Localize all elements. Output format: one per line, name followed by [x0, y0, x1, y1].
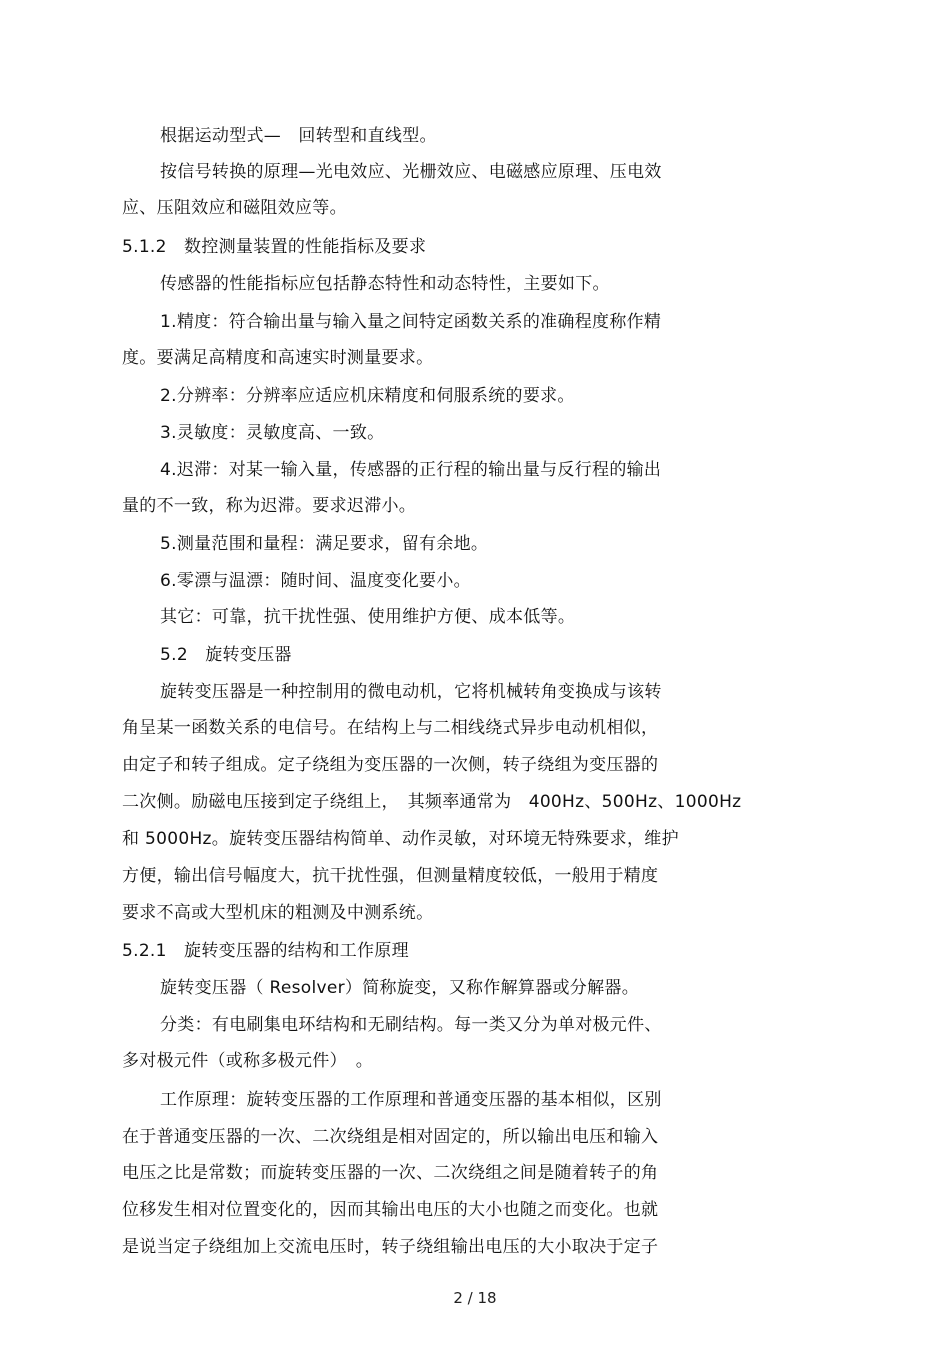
- text-line: 根据运动型式— 回转型和直线型。: [160, 126, 437, 146]
- page-number: 2 / 18: [453, 1289, 497, 1307]
- text-line: 其它：可靠，抗干扰性强、使用维护方便、成本低等。: [160, 607, 576, 627]
- text-line: 多对极元件（或称多极元件） 。: [122, 1051, 373, 1071]
- text-line: 6.零漂与温漂：随时间、温度变化要小。: [160, 571, 471, 591]
- text-line: 4.迟滞：对某一输入量，传感器的正行程的输出量与反行程的输出: [160, 460, 662, 480]
- text-line: 方便，输出信号幅度大，抗干扰性强，但测量精度较低，一般用于精度: [122, 866, 659, 886]
- text-line: 二次侧。励磁电压接到定子绕组上， 其频率通常为 400Hz、500Hz、1000Hz: [122, 792, 742, 812]
- section-heading: 5.1.2 数控测量装置的性能指标及要求: [122, 237, 427, 257]
- section-heading: 5.2 旋转变压器: [160, 645, 292, 665]
- text-line: 1.精度：符合输出量与输入量之间特定函数关系的准确程度称作精: [160, 312, 662, 332]
- text-line: 2.分辨率：分辨率应适应机床精度和伺服系统的要求。: [160, 386, 575, 406]
- text-line: 度。要满足高精度和高速实时测量要求。: [122, 348, 434, 368]
- text-line: 量的不一致，称为迟滞。要求迟滞小。: [122, 496, 417, 516]
- text-line: 3.灵敏度：灵敏度高、一致。: [160, 423, 385, 443]
- text-line: 传感器的性能指标应包括静态特性和动态特性，主要如下。: [160, 274, 610, 294]
- text-line: 位移发生相对位置变化的，因而其输出电压的大小也随之而变化。也就: [122, 1200, 659, 1220]
- text-line: 在于普通变压器的一次、二次绕组是相对固定的，所以输出电压和输入: [122, 1127, 659, 1147]
- text-line: 是说当定子绕组加上交流电压时，转子绕组输出电压的大小取决于定子: [122, 1237, 659, 1257]
- text-line: 按信号转换的原理—光电效应、光栅效应、电磁感应原理、压电效: [160, 162, 662, 182]
- text-line: 5.测量范围和量程：满足要求，留有余地。: [160, 534, 489, 554]
- text-line: 电压之比是常数；而旋转变压器的一次、二次绕组之间是随着转子的角: [122, 1163, 659, 1183]
- text-line: 工作原理：旋转变压器的工作原理和普通变压器的基本相似，区别: [160, 1090, 662, 1110]
- text-line: 旋转变压器（ Resolver）简称旋变，又称作解算器或分解器。: [160, 978, 639, 998]
- text-line: 应、压阻效应和磁阻效应等。: [122, 198, 347, 218]
- text-line: 要求不高或大型机床的粗测及中测系统。: [122, 903, 434, 923]
- text-line: 分类：有电刷集电环结构和无刷结构。每一类又分为单对极元件、: [160, 1015, 662, 1035]
- text-line: 角呈某一函数关系的电信号。在结构上与二相线绕式异步电动机相似，: [122, 718, 659, 738]
- text-line: 由定子和转子组成。定子绕组为变压器的一次侧，转子绕组为变压器的: [122, 755, 659, 775]
- text-line: 旋转变压器是一种控制用的微电动机，它将机械转角变换成与该转: [160, 682, 662, 702]
- section-heading: 5.2.1 旋转变压器的结构和工作原理: [122, 941, 409, 961]
- text-line: 和 5000Hz。旋转变压器结构简单、动作灵敏，对环境无特殊要求，维护: [122, 829, 679, 849]
